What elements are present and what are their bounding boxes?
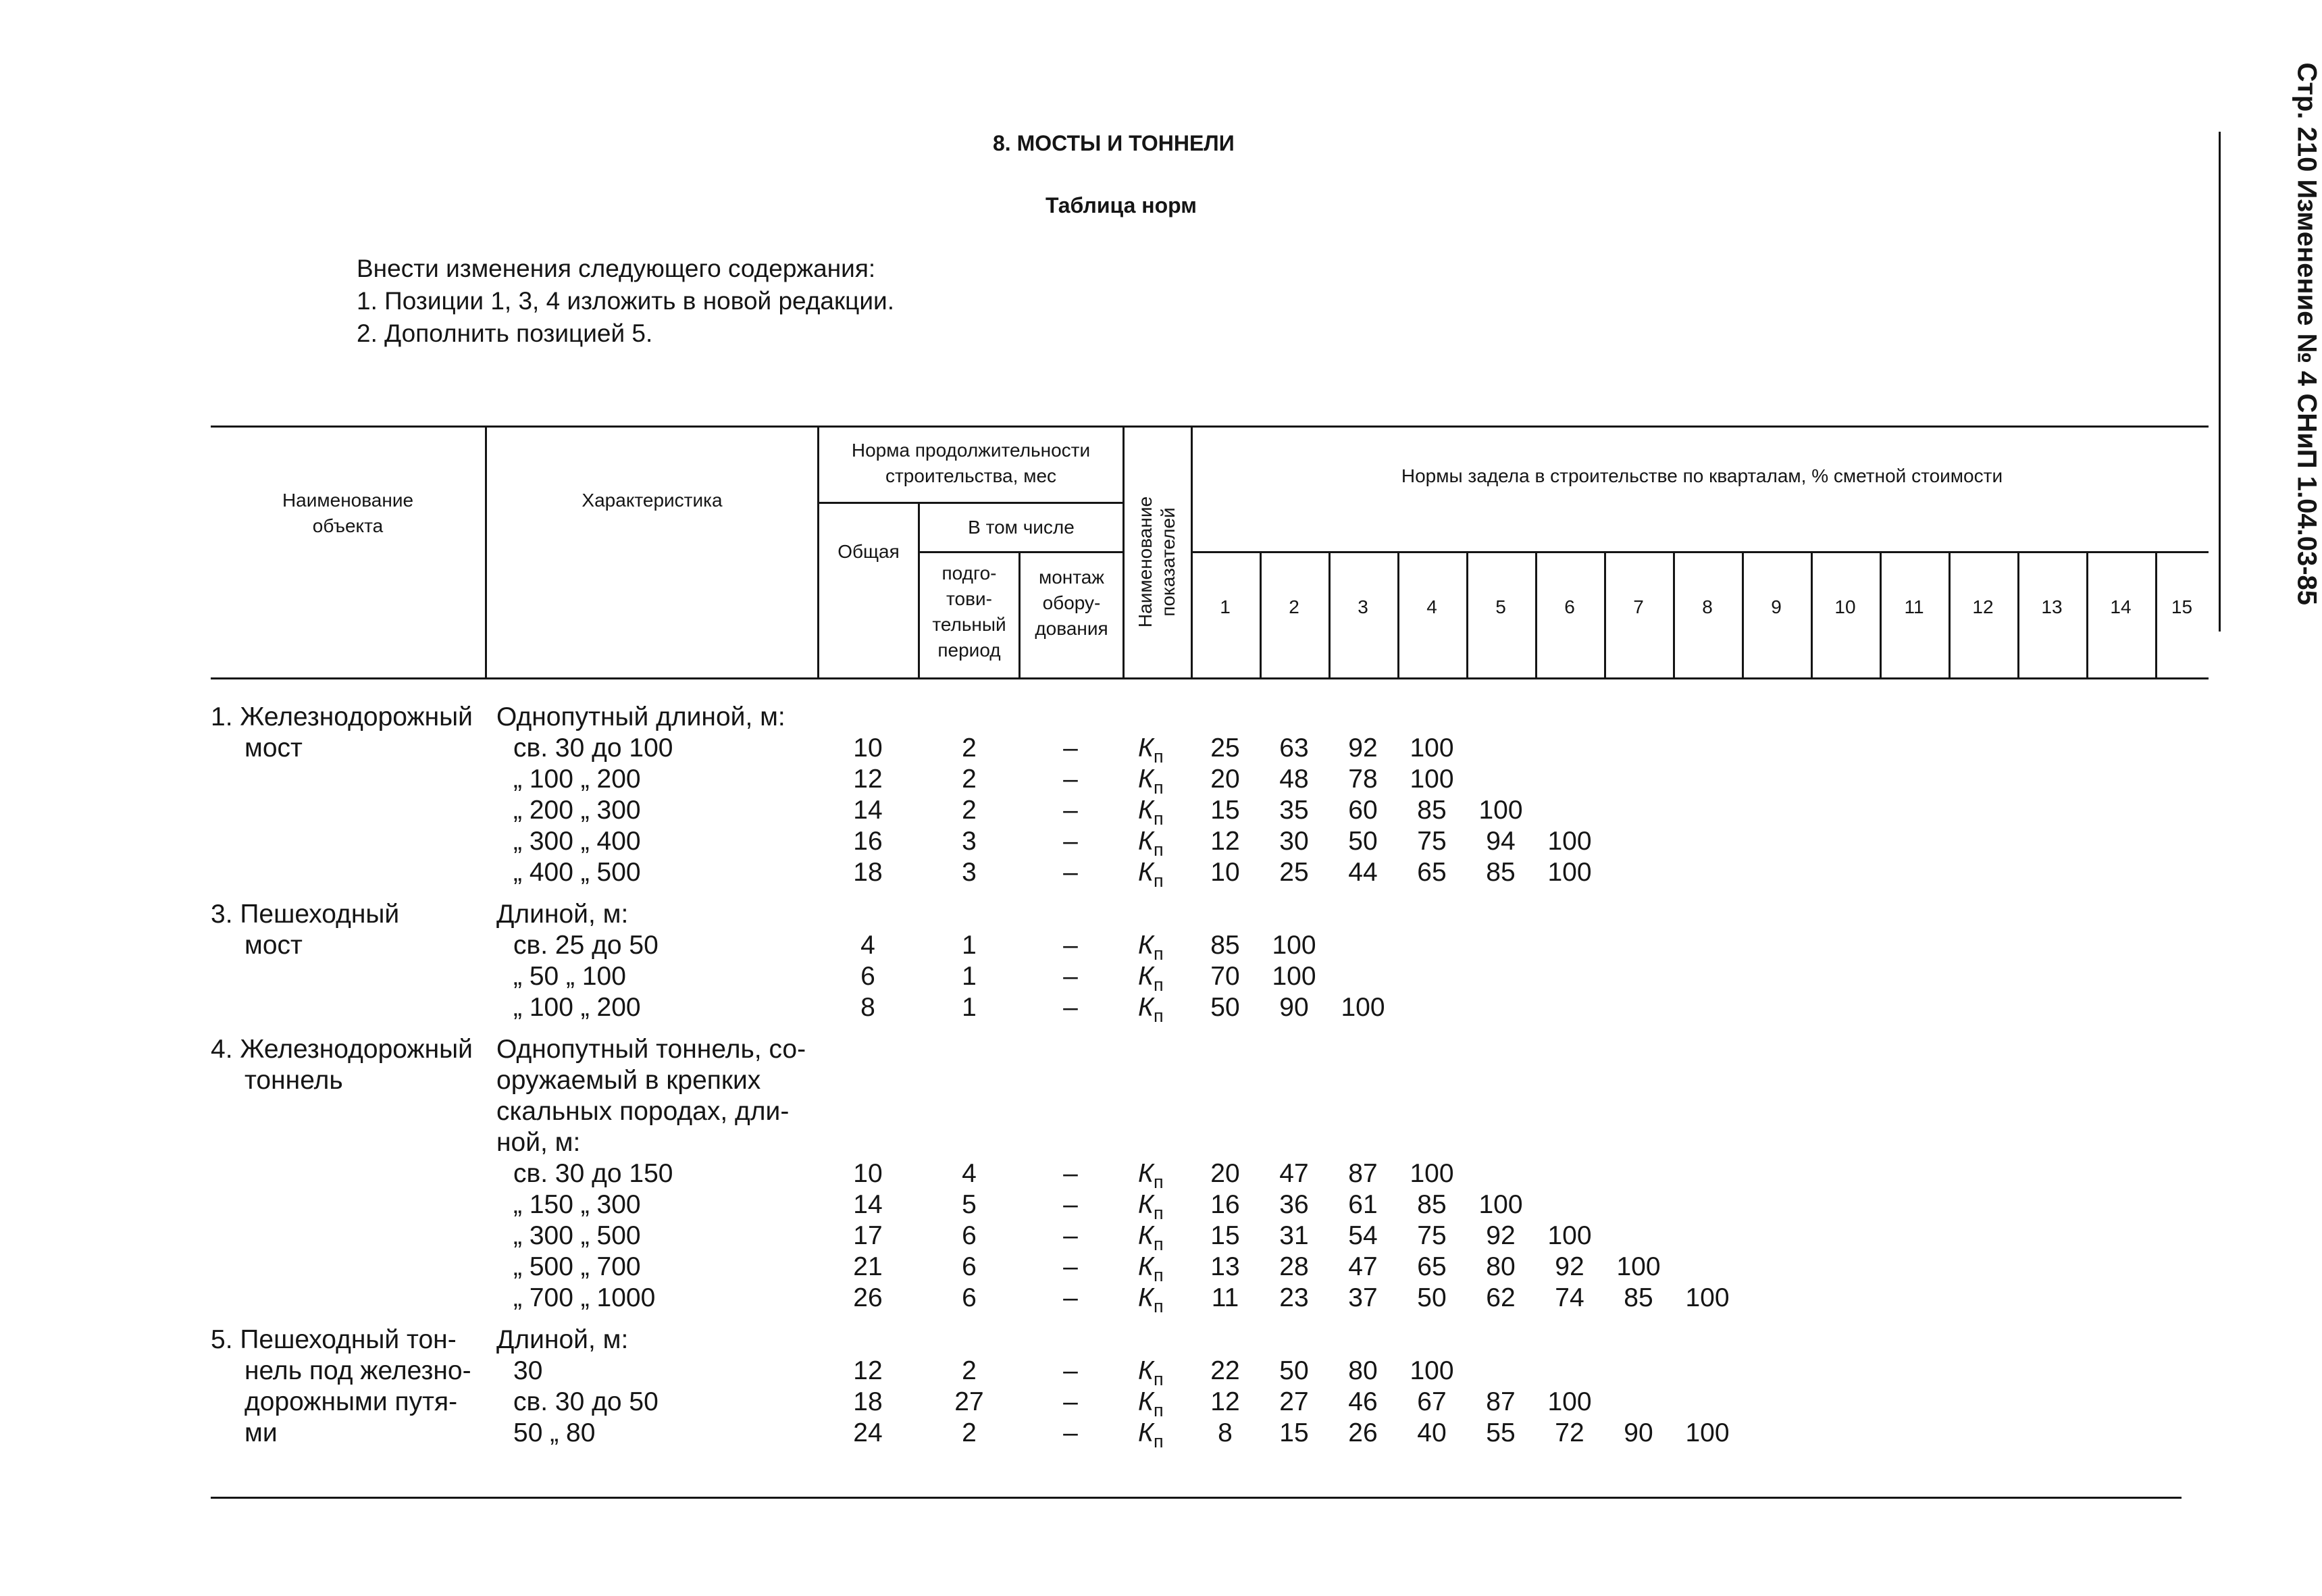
quarter-value: 85 <box>1417 1190 1447 1219</box>
intro-line: Внести изменения следующего содержания: <box>357 255 876 282</box>
header-total: Общая <box>837 541 900 562</box>
quarter-value: 47 <box>1279 1159 1309 1188</box>
equipment-mounting: – <box>1063 931 1078 960</box>
quarter-header: 13 <box>2041 596 2063 617</box>
preparatory-period: 6 <box>962 1283 977 1312</box>
indicator-symbol: К <box>1138 962 1154 991</box>
quarter-header: 11 <box>1904 596 1924 617</box>
quarter-value: 60 <box>1348 796 1378 825</box>
quarter-value: 47 <box>1348 1252 1378 1281</box>
total-duration: 14 <box>853 1190 883 1219</box>
indicator-label <box>1138 1221 1164 1255</box>
quarter-value: 87 <box>1486 1387 1516 1416</box>
equipment-mounting: – <box>1063 1356 1078 1385</box>
table-top-rule <box>211 426 2209 428</box>
quarter-value: 85 <box>1486 858 1516 887</box>
quarter-value: 37 <box>1348 1283 1378 1312</box>
equipment-mounting: – <box>1063 1387 1078 1416</box>
equipment-mounting: – <box>1063 1221 1078 1250</box>
quarter-value: 100 <box>1410 733 1454 763</box>
indicator-subscript: п <box>1154 839 1164 860</box>
col-rule <box>1123 426 1125 679</box>
quarter-value: 92 <box>1486 1221 1516 1250</box>
header-indicator: Наименование показателей <box>1135 496 1179 628</box>
indicator-symbol: К <box>1138 1252 1154 1281</box>
indicator-label <box>1138 1283 1164 1317</box>
total-duration: 12 <box>853 765 883 794</box>
quarter-value: 85 <box>1624 1283 1653 1312</box>
characteristic-value: „ 150 „ 300 <box>513 1190 641 1219</box>
indicator-label <box>1138 1159 1164 1193</box>
object-name-line: дорожными путя- <box>244 1387 458 1416</box>
equipment-mounting: – <box>1063 962 1078 991</box>
quarter-value: 15 <box>1210 1221 1240 1250</box>
preparatory-period: 6 <box>962 1252 977 1281</box>
quarter-header: 15 <box>2171 596 2193 617</box>
indicator-label <box>1138 1356 1164 1390</box>
equipment-mounting: – <box>1063 1159 1078 1188</box>
table-bottom-rule <box>211 1497 2182 1499</box>
col-rule <box>485 426 487 679</box>
total-duration: 14 <box>853 796 883 825</box>
table-title: Таблица норм <box>1046 193 1197 217</box>
preparatory-period: 1 <box>962 962 977 991</box>
quarter-value: 28 <box>1279 1252 1309 1281</box>
indicator-label <box>1138 1418 1164 1452</box>
header-equipment: монтаж обору- дования <box>1035 567 1108 639</box>
quarter-value: 100 <box>1685 1418 1730 1447</box>
quarter-header: 9 <box>1771 596 1782 617</box>
quarter-value: 90 <box>1624 1418 1653 1447</box>
quarter-value: 62 <box>1486 1283 1516 1312</box>
equipment-mounting: – <box>1063 1418 1078 1447</box>
total-duration: 16 <box>853 827 883 856</box>
header-preparatory: подго- тови- тельный период <box>932 563 1006 661</box>
duration-subrule <box>817 502 1123 504</box>
characteristic-value: „ 100 „ 200 <box>513 993 641 1022</box>
object-name-line: тоннель <box>244 1066 343 1095</box>
header-duration: Норма продолжительности строительства, мес <box>851 440 1091 486</box>
object-name-line: 3. Пешеходный <box>211 900 400 929</box>
characteristic-value: „ 300 „ 500 <box>513 1221 641 1250</box>
equipment-mounting: – <box>1063 1283 1078 1312</box>
total-duration: 8 <box>860 993 875 1022</box>
indicator-subscript: п <box>1154 1399 1164 1420</box>
quarter-value: 100 <box>1410 1159 1454 1188</box>
quarter-value: 54 <box>1348 1221 1378 1250</box>
characteristic-desc-line: Длиной, м: <box>496 1325 629 1354</box>
indicator-symbol: К <box>1138 1418 1154 1447</box>
indicator-symbol: К <box>1138 827 1154 856</box>
quarter-value: 87 <box>1348 1159 1378 1188</box>
indicator-symbol: К <box>1138 765 1154 794</box>
quarter-value: 94 <box>1486 827 1516 856</box>
characteristic-value: св. 30 до 50 <box>513 1387 659 1416</box>
quarter-value: 100 <box>1341 993 1385 1022</box>
characteristic-value: „ 300 „ 400 <box>513 827 641 856</box>
indicator-subscript: п <box>1154 943 1164 964</box>
header-backlog: Нормы задела в строительстве по кварталам, % сметной стоимости <box>1401 465 2003 486</box>
preparatory-period: 1 <box>962 993 977 1022</box>
characteristic-value: „ 700 „ 1000 <box>513 1283 656 1312</box>
quarter-value: 25 <box>1210 733 1240 763</box>
total-duration: 12 <box>853 1356 883 1385</box>
quarter-value: 92 <box>1555 1252 1584 1281</box>
quarter-value: 70 <box>1210 962 1240 991</box>
quarter-value: 10 <box>1210 858 1240 887</box>
indicator-subscript: п <box>1154 1295 1164 1316</box>
quarter-value: 22 <box>1210 1356 1240 1385</box>
indicator-subscript: п <box>1154 974 1164 995</box>
indicator-label <box>1138 1252 1164 1286</box>
quarter-value: 100 <box>1272 962 1316 991</box>
quarter-value: 50 <box>1279 1356 1309 1385</box>
indicator-label <box>1138 733 1164 767</box>
quarter-value: 50 <box>1348 827 1378 856</box>
indicator-symbol: К <box>1138 1190 1154 1219</box>
quarters-subrule <box>1191 551 2209 553</box>
quarter-value: 75 <box>1417 827 1447 856</box>
indicator-subscript: п <box>1154 1233 1164 1254</box>
quarter-value: 100 <box>1685 1283 1730 1312</box>
characteristic-desc-line: Длиной, м: <box>496 900 629 929</box>
section-title: 8. МОСТЫ И ТОННЕЛИ <box>993 131 1235 155</box>
equipment-mounting: – <box>1063 827 1078 856</box>
characteristic-desc-line: Однопутный длиной, м: <box>496 702 785 731</box>
preparatory-period: 1 <box>962 931 977 960</box>
equipment-mounting: – <box>1063 993 1078 1022</box>
preparatory-period: 2 <box>962 765 977 794</box>
indicator-subscript: п <box>1154 777 1164 798</box>
equipment-mounting: – <box>1063 796 1078 825</box>
indicator-symbol: К <box>1138 1221 1154 1250</box>
quarter-value: 67 <box>1417 1387 1447 1416</box>
characteristic-value: „ 500 „ 700 <box>513 1252 641 1281</box>
intro-line: 2. Дополнить позицией 5. <box>357 319 653 347</box>
quarter-value: 50 <box>1210 993 1240 1022</box>
quarter-value: 31 <box>1279 1221 1309 1250</box>
quarter-header: 12 <box>1972 596 1994 617</box>
total-duration: 10 <box>853 733 883 763</box>
quarter-value: 44 <box>1348 858 1378 887</box>
quarter-value: 74 <box>1555 1283 1584 1312</box>
object-name-line: нель под железно- <box>244 1356 471 1385</box>
quarter-value: 36 <box>1279 1190 1309 1219</box>
header-characteristic: Характеристика <box>582 490 723 511</box>
quarter-value: 30 <box>1279 827 1309 856</box>
indicator-symbol: К <box>1138 931 1154 960</box>
intro-text <box>357 253 894 350</box>
quarter-header: 2 <box>1289 596 1299 617</box>
total-duration: 21 <box>853 1252 883 1281</box>
object-name-line: ми <box>244 1418 278 1447</box>
indicator-subscript: п <box>1154 1202 1164 1223</box>
quarter-value: 72 <box>1555 1418 1584 1447</box>
quarter-value: 65 <box>1417 1252 1447 1281</box>
quarter-value: 100 <box>1410 765 1454 794</box>
preparatory-period: 2 <box>962 733 977 763</box>
quarter-value: 35 <box>1279 796 1309 825</box>
characteristic-desc-line: скальных породах, дли- <box>496 1097 790 1126</box>
quarter-value: 50 <box>1417 1283 1447 1312</box>
quarter-header: 1 <box>1220 596 1231 617</box>
preparatory-period: 3 <box>962 827 977 856</box>
indicator-subscript: п <box>1154 1264 1164 1285</box>
equipment-mounting: – <box>1063 858 1078 887</box>
characteristic-desc-line: оружаемый в крепких <box>496 1066 761 1095</box>
quarter-value: 61 <box>1348 1190 1378 1219</box>
header-object-name: Наименование объекта <box>282 490 414 536</box>
preparatory-period: 5 <box>962 1190 977 1219</box>
equipment-mounting: – <box>1063 1190 1078 1219</box>
quarter-value: 11 <box>1211 1283 1239 1312</box>
quarter-value: 48 <box>1279 765 1309 794</box>
indicator-symbol: К <box>1138 858 1154 887</box>
indicator-label <box>1138 1387 1164 1421</box>
characteristic-value: „ 200 „ 300 <box>513 796 641 825</box>
page-side-label: Стр. 210 Изменение № 4 СНиП 1.04.03-85 <box>2292 62 2322 606</box>
indicator-label <box>1138 931 1164 964</box>
quarter-value: 100 <box>1547 1387 1592 1416</box>
quarter-value: 8 <box>1218 1418 1233 1447</box>
characteristic-value: св. 30 до 100 <box>513 733 673 763</box>
quarter-value: 26 <box>1348 1418 1378 1447</box>
indicator-symbol: К <box>1138 1159 1154 1188</box>
indicator-label <box>1138 1190 1164 1224</box>
quarter-value: 100 <box>1547 1221 1592 1250</box>
indicator-subscript: п <box>1154 1171 1164 1192</box>
indicator-subscript: п <box>1154 1368 1164 1389</box>
quarter-value: 16 <box>1210 1190 1240 1219</box>
indicator-subscript: п <box>1154 870 1164 891</box>
characteristic-value: 50 „ 80 <box>513 1418 596 1447</box>
preparatory-period: 2 <box>962 796 977 825</box>
quarter-value: 100 <box>1547 858 1592 887</box>
characteristic-desc-line: Однопутный тоннель, со- <box>496 1035 806 1064</box>
object-name-line: 4. Железнодорожный <box>211 1035 473 1064</box>
quarter-value: 20 <box>1210 765 1240 794</box>
table-header-bottom-rule <box>211 677 2209 679</box>
total-duration: 26 <box>853 1283 883 1312</box>
quarter-value: 46 <box>1348 1387 1378 1416</box>
characteristic-value: св. 30 до 150 <box>513 1159 673 1188</box>
indicator-symbol: К <box>1138 733 1154 763</box>
indicator-label <box>1138 858 1164 892</box>
quarter-header: 5 <box>1495 596 1506 617</box>
indicator-subscript: п <box>1154 746 1164 767</box>
preparatory-period: 6 <box>962 1221 977 1250</box>
indicator-symbol: К <box>1138 1283 1154 1312</box>
preparatory-period: 2 <box>962 1418 977 1447</box>
quarter-value: 85 <box>1417 796 1447 825</box>
quarter-value: 100 <box>1547 827 1592 856</box>
quarter-value: 25 <box>1279 858 1309 887</box>
object-name-line: мост <box>244 733 303 763</box>
quarter-value: 23 <box>1279 1283 1309 1312</box>
characteristic-value: „ 50 „ 100 <box>513 962 626 991</box>
total-duration: 18 <box>853 858 883 887</box>
indicator-symbol: К <box>1138 993 1154 1022</box>
indicator-subscript: п <box>1154 1005 1164 1026</box>
quarter-value: 80 <box>1348 1356 1378 1385</box>
quarter-value: 20 <box>1210 1159 1240 1188</box>
total-duration: 6 <box>860 962 875 991</box>
indicator-label <box>1138 765 1164 798</box>
quarter-header: 10 <box>1834 596 1856 617</box>
quarter-value: 13 <box>1210 1252 1240 1281</box>
quarter-value: 15 <box>1279 1418 1309 1447</box>
quarter-header: 7 <box>1633 596 1644 617</box>
preparatory-period: 4 <box>962 1159 977 1188</box>
total-duration: 10 <box>853 1159 883 1188</box>
quarter-value: 100 <box>1410 1356 1454 1385</box>
characteristic-value: „ 400 „ 500 <box>513 858 641 887</box>
characteristic-value: „ 100 „ 200 <box>513 765 641 794</box>
indicator-symbol: К <box>1138 1387 1154 1416</box>
object-name-line: мост <box>244 931 303 960</box>
quarter-value: 55 <box>1486 1418 1516 1447</box>
quarter-value: 85 <box>1210 931 1240 960</box>
indicator-label <box>1138 827 1164 860</box>
intro-line: 1. Позиции 1, 3, 4 изложить в новой редакции. <box>357 287 894 315</box>
quarter-value: 90 <box>1279 993 1309 1022</box>
quarter-value: 27 <box>1279 1387 1309 1416</box>
indicator-symbol: К <box>1138 796 1154 825</box>
quarter-value: 80 <box>1486 1252 1516 1281</box>
quarter-value: 65 <box>1417 858 1447 887</box>
quarter-header: 3 <box>1358 596 1368 617</box>
total-duration: 17 <box>853 1221 883 1250</box>
total-duration: 18 <box>853 1387 883 1416</box>
quarter-value: 40 <box>1417 1418 1447 1447</box>
quarter-value: 12 <box>1210 827 1240 856</box>
quarter-header: 6 <box>1564 596 1575 617</box>
quarter-value: 100 <box>1478 1190 1523 1219</box>
preparatory-period: 27 <box>954 1387 984 1416</box>
characteristic-value: 30 <box>513 1356 543 1385</box>
characteristic-desc-line: ной, м: <box>496 1128 581 1157</box>
quarter-value: 100 <box>1616 1252 1661 1281</box>
object-name-line: 5. Пешеходный тон- <box>211 1325 457 1354</box>
quarter-header: 14 <box>2110 596 2132 617</box>
equipment-mounting: – <box>1063 1252 1078 1281</box>
object-name-line: 1. Железнодорожный <box>211 702 473 731</box>
side-rule <box>2219 132 2221 632</box>
indicator-label <box>1138 962 1164 996</box>
total-duration: 24 <box>853 1418 883 1447</box>
quarter-value: 75 <box>1417 1221 1447 1250</box>
preparatory-period: 2 <box>962 1356 977 1385</box>
quarter-value: 12 <box>1210 1387 1240 1416</box>
quarter-value: 63 <box>1279 733 1309 763</box>
equipment-mounting: – <box>1063 733 1078 763</box>
quarter-value: 100 <box>1272 931 1316 960</box>
total-duration: 4 <box>860 931 875 960</box>
equipment-mounting: – <box>1063 765 1078 794</box>
characteristic-value: св. 25 до 50 <box>513 931 659 960</box>
quarter-header: 4 <box>1426 596 1437 617</box>
preparatory-period: 3 <box>962 858 977 887</box>
quarter-value: 100 <box>1478 796 1523 825</box>
quarter-header: 8 <box>1702 596 1713 617</box>
quarter-value: 78 <box>1348 765 1378 794</box>
quarter-value: 92 <box>1348 733 1378 763</box>
indicator-symbol: К <box>1138 1356 1154 1385</box>
quarter-value: 15 <box>1210 796 1240 825</box>
col-rule <box>1191 426 1193 679</box>
indicator-label <box>1138 796 1164 829</box>
indicator-label <box>1138 993 1164 1027</box>
header-including: В том числе <box>968 517 1075 538</box>
indicator-subscript: п <box>1154 808 1164 829</box>
indicator-subscript: п <box>1154 1431 1164 1451</box>
